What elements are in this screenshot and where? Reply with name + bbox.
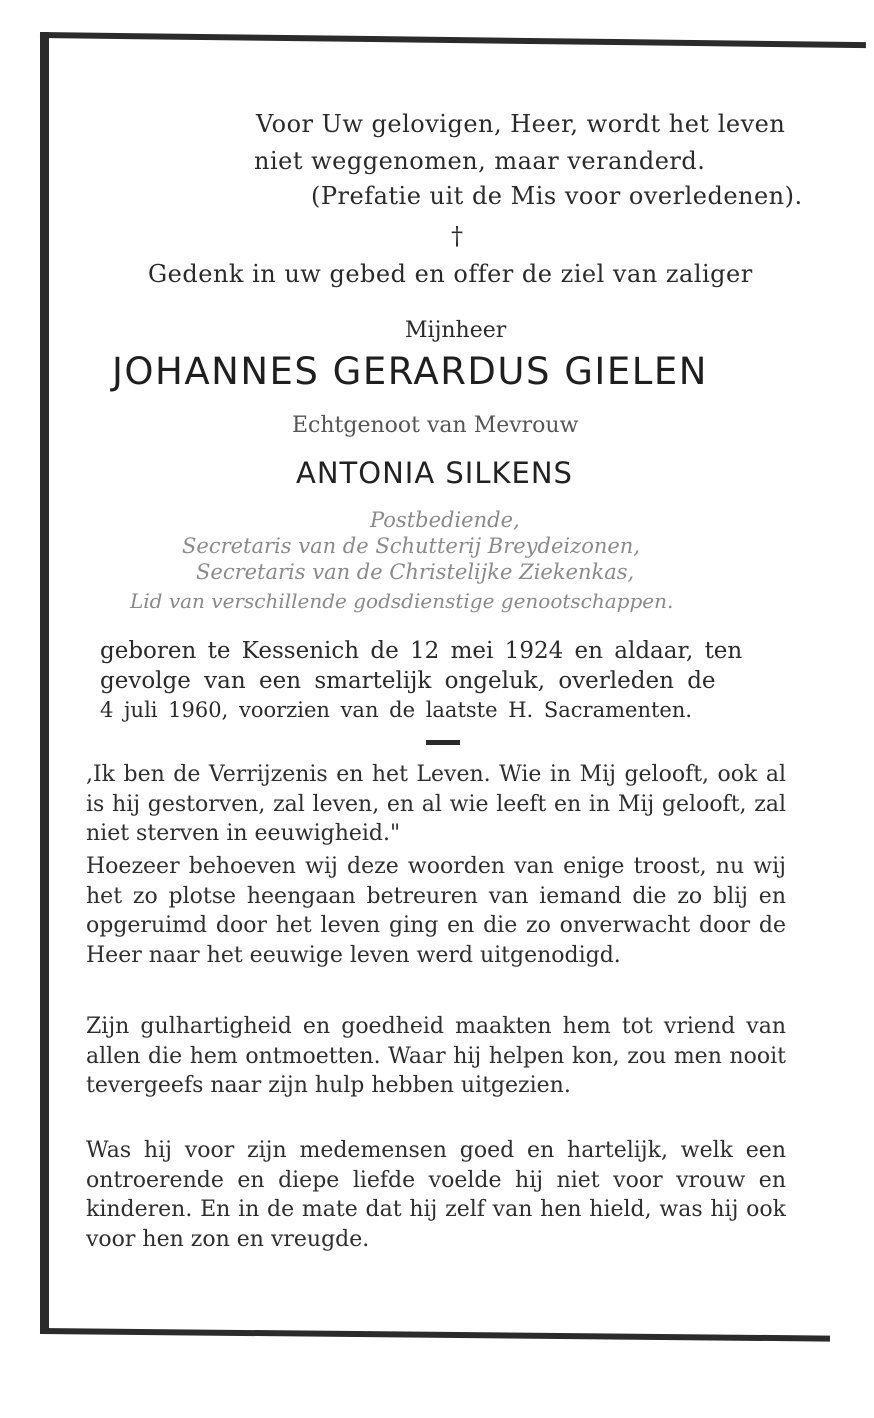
spouse-intro: Echtgenoot van Mevrouw — [292, 413, 579, 438]
paragraph-friendship: Zijn gulhartigheid en goedheid maakten hem tot vriend van allen die hem ontmoetten. Waar hij helpen kon, zou men nooit tevergeefs naar zijn hulp hebben uitgezien. — [86, 1014, 786, 1098]
card-border-bottom — [40, 1328, 830, 1342]
title-line-4: Lid van verschillende godsdienstige genootschappen. — [130, 589, 674, 613]
spouse-name: ANTONIA SILKENS — [296, 456, 573, 490]
title-line-2: Secretaris van de Schutterij Breydeizonen, — [182, 534, 640, 558]
intro-text: Gedenk in uw gebed en offer de ziel van zaliger — [148, 260, 753, 288]
paragraph-quote: ,Ik ben de Verrijzenis en het Leven. Wie in Mij gelooft, ook al is hij gestorven, zal leven, en al wie leeft en in Mij gelooft, zal niet sterven in eeuwigheid." — [86, 762, 786, 846]
birth-death-line-2: gevolge van een smartelijk ongeluk, overleden de — [100, 668, 716, 694]
honorific: Mijnheer — [405, 318, 507, 343]
motto-line-1: Voor Uw gelovigen, Heer, wordt het leven — [256, 110, 786, 138]
card-border-left — [40, 32, 49, 1332]
separator-dash — [426, 740, 460, 745]
deceased-name: JOHANNES GERARDUS GIELEN — [112, 350, 708, 393]
birth-death-line-3: 4 juli 1960, voorzien van de laatste H. Sacramenten. — [100, 698, 693, 722]
motto-line-3: (Prefatie uit de Mis voor overledenen). — [311, 182, 803, 210]
title-line-1: Postbediende, — [370, 508, 520, 532]
card-border-top — [40, 32, 866, 48]
motto-line-2: niet weggenomen, maar veranderd. — [254, 147, 706, 175]
paragraph-family: Was hij voor zijn medemensen goed en hartelijk, welk een ontroerende en diepe liefde voelde hij niet voor vrouw en kinderen. En in de mate dat hij zelf van hen hield, was hij ook voor hen zon en vreugde. — [86, 1138, 786, 1252]
paragraph-consolation: Hoezeer behoeven wij deze woorden van enige troost, nu wij het zo plotse heengaan betreuren van iemand die zo blij en opgeruimd door het leven ging en die zo onverwacht door de Heer naar het eeuwige leven werd uitgenodigd. — [86, 854, 786, 968]
title-line-3: Secretaris van de Christelijke Ziekenkas, — [196, 560, 635, 584]
birth-death-line-1: geboren te Kessenich de 12 mei 1924 en aldaar, ten — [100, 638, 743, 664]
cross-icon: † — [451, 222, 463, 250]
